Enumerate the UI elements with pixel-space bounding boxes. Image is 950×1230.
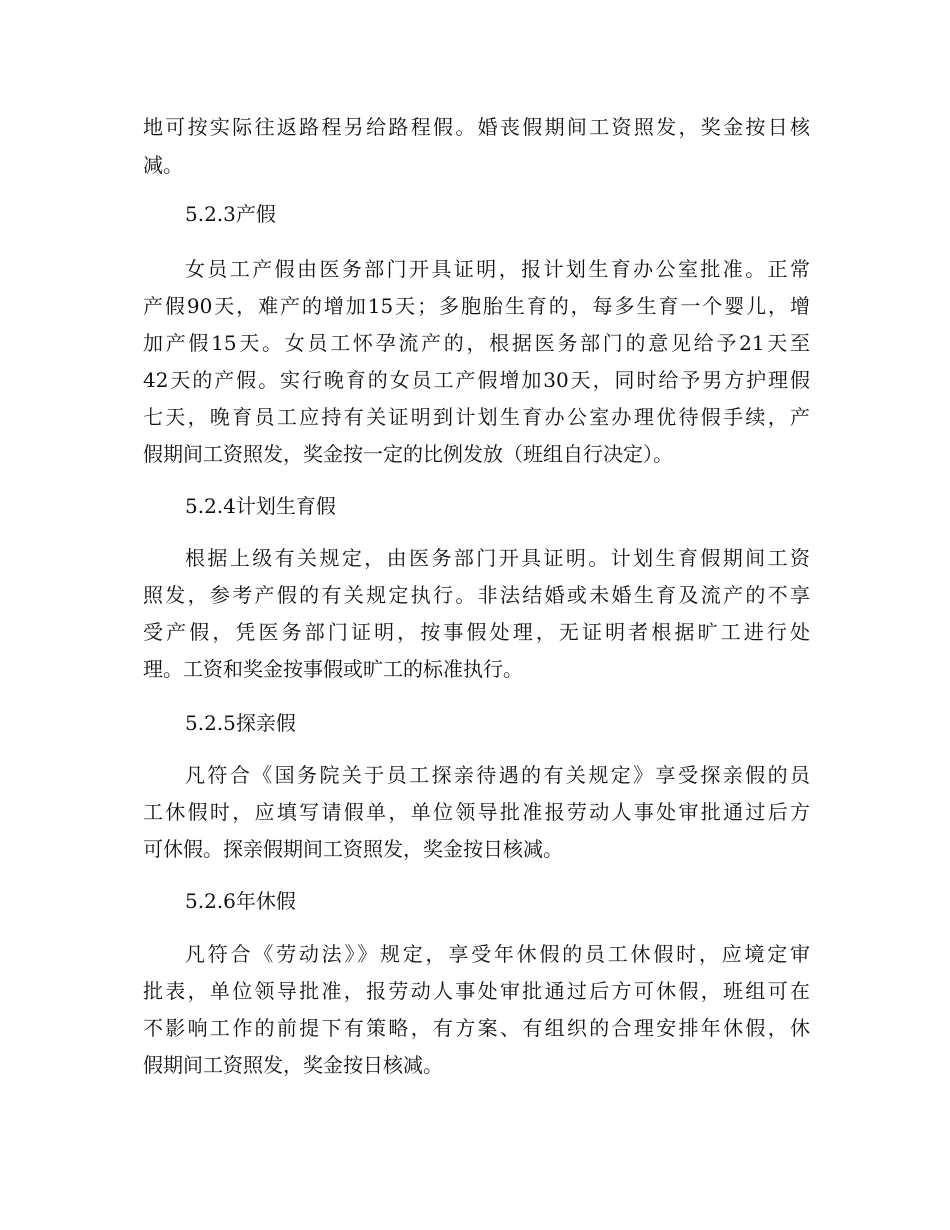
section-heading-5-2-3: 5.2.3产假 xyxy=(185,202,276,226)
text-line: 假期间工资照发，奖金按一定的比例发放（班组自行决定）。 xyxy=(143,442,673,466)
text-line: 减。 xyxy=(143,153,183,177)
text-line: 照发，参考产假的有关规定执行。非法结婚或未婚生育及流产的不享 xyxy=(143,583,810,607)
text-line: 42天的产假。实行晚育的女员工产假增加30天，同时给予男方护理假 xyxy=(143,368,810,392)
text-line: 地可按实际往返路程另给路程假。婚丧假期间工资照发，奖金按日核 xyxy=(143,115,810,139)
text-line: 产假90天，难产的增加15天；多胞胎生育的，每多生育一个婴儿，增 xyxy=(143,294,810,318)
text-line: 理。工资和奖金按事假或旷工的标准执行。 xyxy=(143,657,523,681)
text-line: 假期间工资照发，奖金按日核减。 xyxy=(143,1053,443,1077)
text-line: 不影响工作的前提下有策略，有方案、有组织的合理安排年休假，休 xyxy=(143,1016,810,1040)
text-line: 七天，晚育员工应持有关证明到计划生育办公室办理优待假手续，产 xyxy=(143,405,810,429)
section-heading-5-2-4: 5.2.4计划生育假 xyxy=(185,494,336,518)
text-line: 工休假时，应填写请假单，单位领导批准报劳动人事处审批通过后方 xyxy=(143,800,810,824)
text-line: 加产假15天。女员工怀孕流产的，根据医务部门的意见给予21天至 xyxy=(143,331,810,355)
text-line: 可休假。探亲假期间工资照发，奖金按日核减。 xyxy=(143,837,563,861)
section-heading-5-2-6: 5.2.6年休假 xyxy=(185,889,296,913)
text-line: 凡符合《劳动法》》规定，享受年休假的员工休假时，应境定审 xyxy=(185,942,810,966)
text-line: 女员工产假由医务部门开具证明，报计划生育办公室批准。正常 xyxy=(185,257,810,281)
section-heading-5-2-5: 5.2.5探亲假 xyxy=(185,711,296,735)
text-line: 受产假，凭医务部门证明，按事假处理，无证明者根据旷工进行处 xyxy=(143,620,810,644)
text-line: 凡符合《国务院关于员工探亲待遇的有关规定》享受探亲假的员 xyxy=(185,763,810,787)
text-line: 根据上级有关规定，由医务部门开具证明。计划生育假期间工资 xyxy=(185,546,810,570)
text-line: 批表，单位领导批准，报劳动人事处审批通过后方可休假，班组可在 xyxy=(143,979,810,1003)
